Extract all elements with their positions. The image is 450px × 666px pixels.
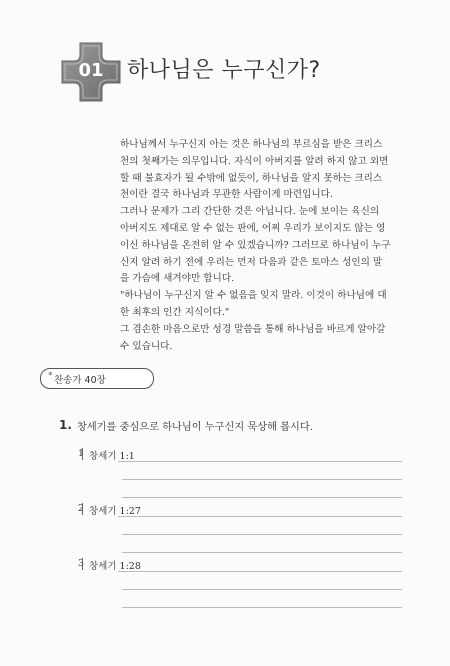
body-line: 천의 첫째가는 의무입니다. 자식이 아버지를 알려 하지 않고 외면 — [120, 155, 389, 167]
answer-line[interactable] — [122, 534, 402, 535]
question-text: 창세기를 중심으로 하나님이 누구신지 묵상해 봅시다. — [77, 422, 313, 433]
item-number: 1 — [78, 448, 85, 459]
body-line: 그 겸손한 마음으로만 성경 말씀을 통해 하나님을 바르게 알아갈 — [120, 323, 386, 335]
body-line: 을 가슴에 새겨야만 합니다. — [120, 273, 235, 285]
item-divider — [78, 448, 83, 460]
answer-line[interactable] — [118, 516, 402, 517]
item-number: 2 — [78, 503, 85, 514]
body-line: 하나님께서 누구신지 아는 것은 하나님의 부르심을 받은 크리스 — [120, 139, 383, 150]
body-line: 할 때 불효자가 될 수밖에 없듯이, 하나님을 알지 못하는 크리스 — [120, 172, 383, 184]
item-number: 3 — [78, 558, 85, 569]
answer-line[interactable] — [122, 497, 402, 498]
hymn-marker: * — [48, 371, 53, 381]
body-line: 아버지도 제대로 알 수 없는 판에, 어찌 우리가 보이지도 않는 영 — [120, 222, 386, 234]
question-number: 1. — [59, 418, 72, 432]
item-reference: 창세기 1:1 — [89, 451, 135, 462]
body-line: 신지 알려 하기 전에 우리는 먼저 다음과 같은 토마스 성인의 말 — [120, 256, 383, 268]
answer-item — [78, 500, 402, 560]
body-line: 한 최후의 인간 지식이다." — [120, 306, 230, 318]
item-divider — [78, 503, 83, 515]
item-reference: 창세기 1:28 — [89, 561, 141, 572]
answer-item — [78, 445, 402, 505]
chapter-title: 하나님은 누구신가? — [127, 58, 321, 83]
answer-line[interactable] — [122, 607, 402, 608]
body-line: 수 있습니다. — [120, 340, 173, 352]
hymn-label: 찬송가 40장 — [54, 375, 106, 386]
chapter-badge — [60, 41, 122, 103]
item-reference: 창세기 1:27 — [89, 506, 141, 517]
body-line: "하나님이 누구신지 알 수 없음을 잊지 말라. 이것이 하나님에 대 — [120, 290, 387, 302]
hymn-badge — [40, 368, 154, 389]
body-line: 이신 하나님을 온전히 알 수 있겠습니까? 그러므로 하나님이 누구 — [120, 239, 391, 251]
answer-line[interactable] — [122, 589, 402, 590]
intro-paragraph — [120, 137, 405, 355]
body-line: 천이란 결국 하나님과 무관한 사람이게 마련입니다. — [120, 189, 333, 201]
chapter-number: 01 — [78, 60, 104, 81]
body-line: 그러나 문제가 그리 간단한 것은 아닙니다. 눈에 보이는 육신의 — [120, 206, 380, 218]
answer-line[interactable] — [118, 461, 402, 462]
answer-line[interactable] — [122, 479, 402, 480]
item-divider — [78, 558, 83, 570]
answer-line[interactable] — [118, 571, 402, 572]
answer-item — [78, 555, 402, 615]
answer-line[interactable] — [122, 552, 402, 553]
